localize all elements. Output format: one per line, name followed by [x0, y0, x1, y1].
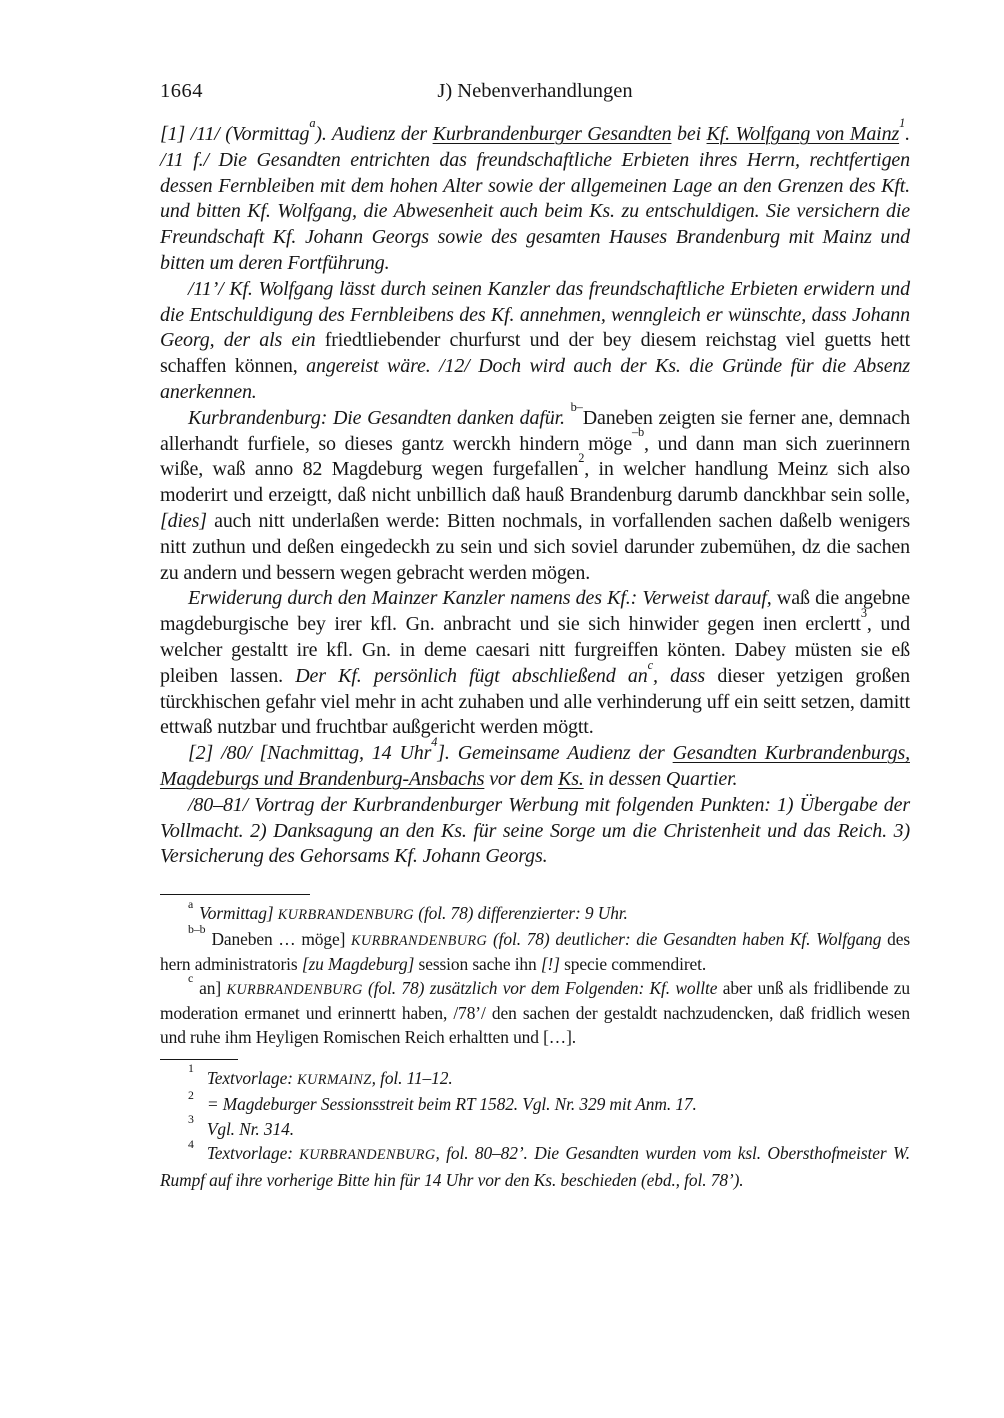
text-segment: [2] /80/ [Nachmittag, 14 Uhr: [188, 742, 432, 765]
text-segment: session sache ihn: [414, 954, 541, 975]
text-segment: Daneben zeigten sie ferner ane, demnach allerhandt furfiele, so dieses gantz werckh hindern möge: [160, 406, 910, 455]
footnote-marker: 1: [188, 1061, 194, 1076]
text-segment: Kurbrandenburger Gesandten: [432, 123, 672, 145]
text-segment: c: [647, 657, 653, 672]
text-segment: = Magdeburger Sessionsstreit beim RT 1582. Vgl. Nr. 329 mit Anm. 17.: [206, 1094, 697, 1115]
running-head: J) Nebenverhandlungen: [437, 80, 633, 102]
text-segment: Vgl. Nr. 314.: [206, 1118, 294, 1139]
footnote-separator-rule: [160, 894, 310, 895]
text-segment: a: [309, 115, 316, 130]
body-paragraph: [160, 586, 910, 741]
text-segment: , fol. 11–12.: [371, 1067, 453, 1088]
text-segment: Kurbrandenburg: Die Gesandten danken dafür.: [188, 406, 571, 429]
text-segment: vor dem: [484, 767, 558, 790]
text-segment: 3: [860, 605, 867, 620]
text-segment: –b: [631, 425, 645, 440]
footnote-marker: 3: [188, 1112, 194, 1127]
body-paragraph: [160, 793, 910, 870]
text-segment: 4: [431, 734, 438, 749]
text-segment: des hern administratoris: [160, 928, 910, 975]
body-paragraph: [160, 399, 910, 587]
footnote: [160, 1112, 910, 1142]
critical-apparatus-section: [160, 894, 910, 1050]
footnote-marker: 4: [188, 1136, 194, 1151]
footnote-separator-rule-short: [160, 1059, 238, 1060]
text-segment: [!]: [540, 954, 560, 975]
text-segment: b–: [570, 399, 583, 414]
text-segment: dieser yetzigen großen türckhischen gefahr viel mehr in acht zuhaben und alle verhinderung uff ein seitt setzen, damitt ettwaß nutzbar und fruchtbar außgericht werden mögtt.: [160, 664, 910, 739]
text-segment: Textvorlage:: [206, 1067, 298, 1088]
footnote: [160, 1087, 910, 1117]
text-segment: , und dann man sich zuerinnern wiße, waß anno 82 Magdeburg wegen furgefallen: [160, 432, 910, 481]
text-segment: KURMAINZ: [297, 1071, 372, 1088]
body-paragraph: [160, 734, 910, 793]
text-segment: in dessen Quartier.: [583, 767, 738, 790]
text-segment: [dies]: [160, 509, 207, 532]
text-segment: Erwiderung durch den Mainzer Kanzler namens des Kf.: Verweist darauf,: [188, 587, 777, 610]
text-segment: an]: [199, 977, 227, 998]
footnote: [160, 1136, 910, 1192]
page-header: [160, 80, 910, 106]
text-segment: waß die angebne magdeburgische bey irer kfl. Gn. anbracht und sie sich hinwider gegen inen erclertt: [160, 587, 910, 636]
text-segment: [zu Magdeburg]: [301, 954, 415, 975]
text-segment: (fol. 78) differenzierter: 9 Uhr.: [414, 903, 628, 924]
footnote: [160, 971, 910, 1050]
text-segment: /11’/ Kf. Wolfgang lässt durch seinen Kanzler das freundschaftliche Erbieten erwidern und die Entschuldigung des Fernbleibens des Kf. annehmen, wenngleich er wünschte, dass Johann Georg, der als ein: [160, 277, 910, 352]
commentary-footnotes-section: [160, 1059, 910, 1193]
footnote-marker: b–b: [188, 922, 206, 937]
text-segment: Textvorlage:: [206, 1143, 300, 1164]
body-paragraph: [160, 115, 910, 277]
footnote: [160, 896, 910, 928]
letter-footnotes: [160, 896, 910, 1050]
text-segment: Daneben … möge]: [211, 928, 351, 949]
text-segment: Der Kf. persönlich fügt abschließend an: [295, 664, 648, 687]
footnote: [160, 1061, 910, 1093]
text-segment: 1: [899, 115, 906, 130]
number-footnotes: [160, 1061, 910, 1193]
footnote-marker: c: [188, 971, 194, 986]
footnote: [160, 922, 910, 977]
text-segment: ). Audienz der: [315, 123, 433, 145]
text-segment: angereist wäre. /12/ Doch wird auch der Ks. die Gründe für die Absenz anerkennen.: [160, 355, 910, 403]
text-segment: , in welcher handlung Meinz sich also moderirt und erzeigtt, daß nicht unbillich daß hauß Brandenburg darumb danckhbar sein solle,: [160, 458, 910, 507]
text-segment: , dass: [652, 664, 718, 687]
text-segment: [1] /11/ (Vormittag: [160, 123, 310, 145]
text-segment: Kf. Wolfgang von Mainz: [706, 123, 900, 145]
body-paragraph: [160, 277, 910, 406]
main-text-block: [160, 115, 910, 870]
text-segment: KURBRANDENBURG: [277, 907, 414, 924]
page-number: 1664: [160, 80, 203, 102]
text-segment: , fol. 80–82’. Die Gesandten wurden vom ksl. Obersthofmeister W. Rumpf auf ihre vorherige Bitte hin für 14 Uhr vor den Ks. beschieden (ebd., fol. 78’).: [160, 1143, 910, 1191]
text-segment: Vormittag]: [199, 903, 278, 924]
text-segment: friedtliebender churfurst und der bey diesem reichstag viel guetts hett schaffen können,: [160, 329, 910, 378]
text-segment: auch nitt underlaßen werde: Bitten nochmals, in vorfallenden sachen daßelb wenigers nitt zuthun und deßen eingedeckh zu sein und sich soviel darunder zubemühen, dz die sachen zu andern und bessern wegen gebracht werden mögen.: [160, 509, 910, 584]
text-segment: specie commendiret.: [559, 954, 707, 975]
text-segment: /80–81/ Vortrag der Kurbrandenburger Werbung mit folgenden Punkten: 1) Übergabe der Vollmacht. 2) Danksagung an den Ks. für seine Sorge um die Christenheit und das Reich. 3) Versicherung des Gehorsams Kf. Johann Georgs.: [160, 793, 910, 868]
text-segment: KURBRANDENBURG: [226, 981, 363, 998]
text-segment: Gesandten Kurbrandenburgs, Magdeburgs und Brandenburg-Ansbachs: [160, 742, 910, 790]
footnote-marker: 2: [188, 1087, 194, 1102]
text-segment: KURBRANDENBURG: [299, 1147, 436, 1164]
text-segment: Ks.: [558, 767, 584, 790]
text-segment: bei: [671, 123, 707, 145]
text-segment: aber unß als fridlibende zu moderation ermanet und erinnertt haben, /78’/ den sachen der gestaldt nachzudencken, daß fridlich wesen und ruhe ihm Heyligen Romischen Reich erhaltten und […].: [160, 977, 910, 1048]
text-segment: , und welcher gestaltt ire kfl. Gn. in deme caesari nitt furgreiffen könten. Dabey müsten sie eß pleiben lassen.: [160, 613, 910, 687]
text-segment: 2: [578, 451, 585, 466]
footnote-marker: a: [188, 896, 194, 911]
text-segment: (fol. 78) zusätzlich vor dem Folgenden: Kf. wollte: [362, 977, 723, 998]
text-segment: . /11 f./ Die Gesandten entrichten das freundschaftliche Erbieten ihres Herrn, rechtfertigen dessen Fernbleiben mit dem hohen Alter sowie der allgemeinen Lage an den Grenzen des Kft. und bitten Kf. Wolfgang, die Abwesenheit auch beim Ks. zu entschuldigen. Sie versichern die Freundschaft Kf. Johann Georgs sowie des gesamten Hauses Brandenburg mit Mainz und bitten um deren Fortführung.: [160, 123, 910, 274]
text-segment: ]. Gemeinsame Audienz der: [437, 742, 673, 765]
text-segment: KURBRANDENBURG: [351, 932, 488, 949]
text-segment: (fol. 78) deutlicher: die Gesandten haben Kf. Wolfgang: [487, 928, 888, 949]
